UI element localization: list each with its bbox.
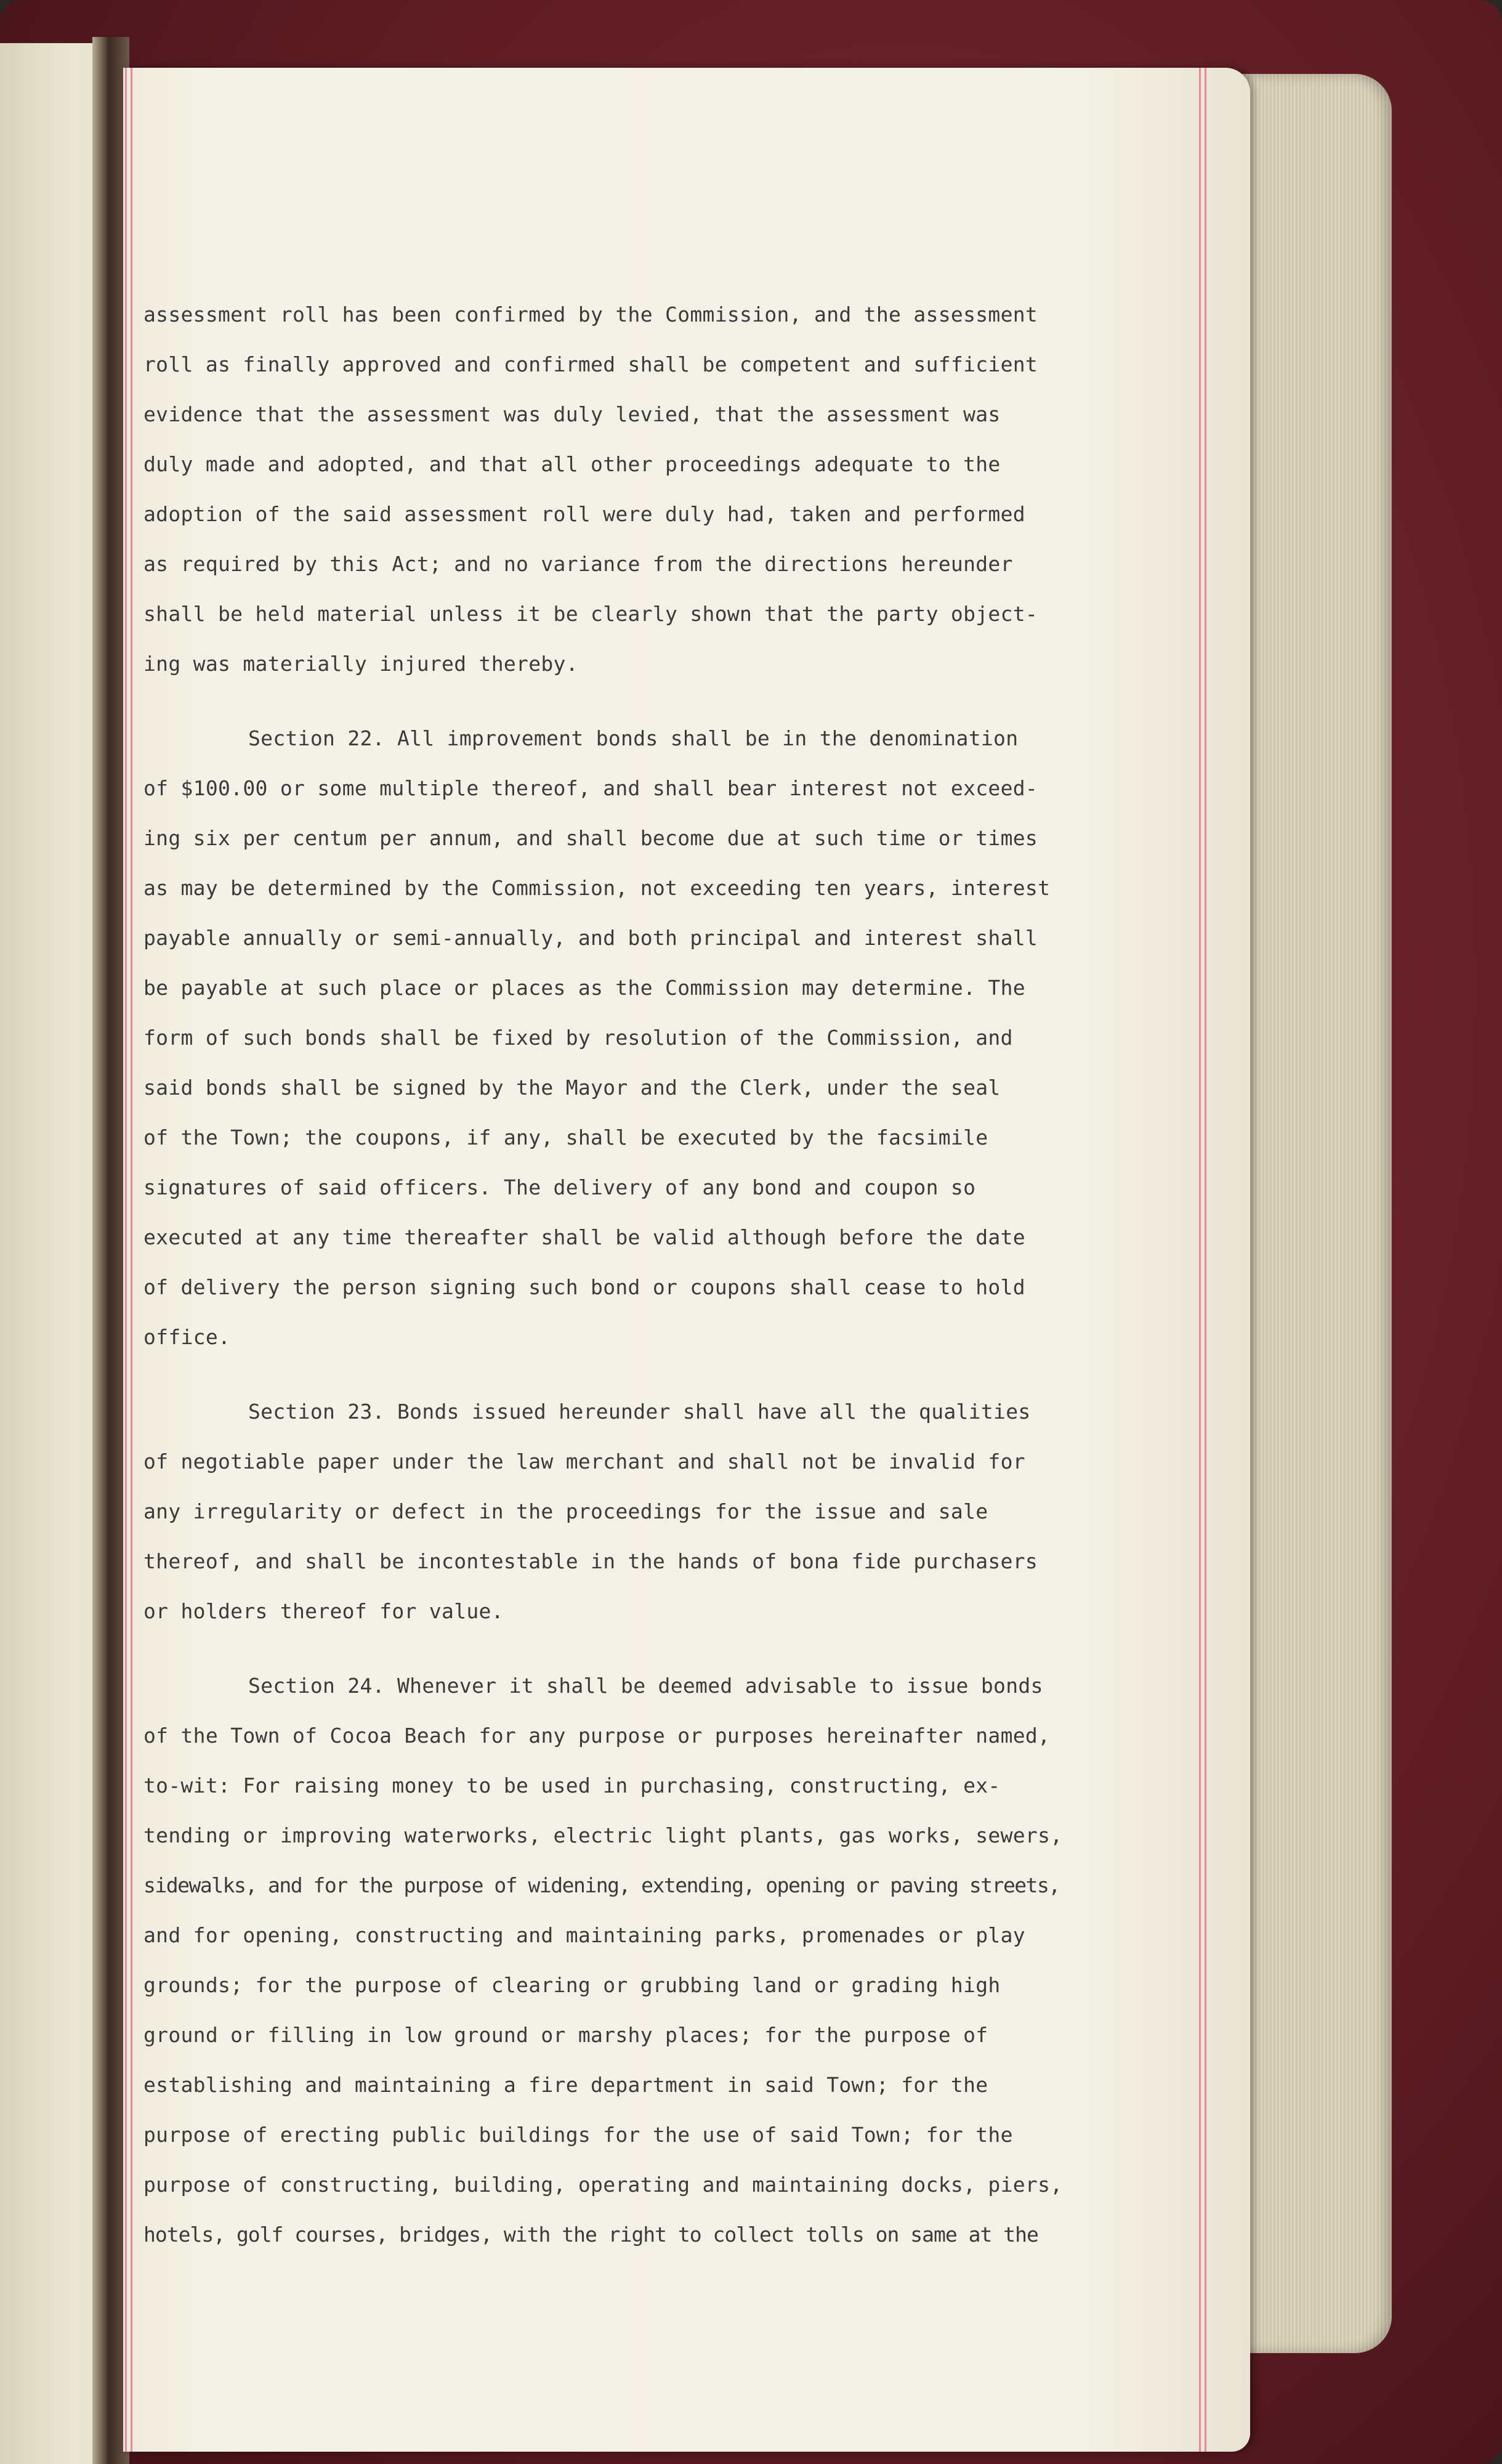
text-line: purpose of erecting public buildings for the use of said Town; for the bbox=[143, 2123, 1013, 2147]
section-23-heading-line: Section 23. Bonds issued hereunder shall have all the qualities bbox=[248, 1400, 1031, 1424]
text-line: as required by this Act; and no variance from the directions hereunder bbox=[143, 552, 1013, 576]
text-line: as may be determined by the Commission, not exceeding ten years, interest bbox=[143, 876, 1051, 900]
text-line: payable annually or semi-annually, and both principal and interest shall bbox=[143, 926, 1038, 950]
text-line: hotels, golf courses, bridges, with the right to collect tolls on same at the bbox=[143, 2223, 1038, 2247]
text-line: be payable at such place or places as the Commission may determine. The bbox=[143, 976, 1025, 1000]
typed-text-body bbox=[143, 290, 1227, 2259]
text-line: tending or improving waterworks, electric light plants, gas works, sewers, bbox=[143, 1823, 1063, 1847]
text-line: grounds; for the purpose of clearing or grubbing land or grading high bbox=[143, 1973, 1001, 1997]
left-margin-rule-inner bbox=[131, 68, 132, 2452]
text-line: shall be held material unless it be clearly shown that the party object- bbox=[143, 602, 1038, 626]
text-line: and for opening, constructing and maintaining parks, promenades or play bbox=[143, 1923, 1025, 1947]
text-line: ground or filling in low ground or marshy places; for the purpose of bbox=[143, 2023, 988, 2047]
text-line: executed at any time thereafter shall be valid although before the date bbox=[143, 1225, 1025, 1249]
text-line: duly made and adopted, and that all other proceedings adequate to the bbox=[143, 452, 1001, 476]
text-line: form of such bonds shall be fixed by resolution of the Commission, and bbox=[143, 1026, 1013, 1050]
text-line: of negotiable paper under the law merchant and shall not be invalid for bbox=[143, 1449, 1025, 1473]
text-line: any irregularity or defect in the proceedings for the issue and sale bbox=[143, 1499, 988, 1523]
text-line: of the Town of Cocoa Beach for any purpose or purposes hereinafter named, bbox=[143, 1724, 1051, 1748]
text-line: ing was materially injured thereby. bbox=[143, 652, 578, 676]
text-line: ing six per centum per annum, and shall become due at such time or times bbox=[143, 826, 1038, 850]
section-24-heading-line: Section 24. Whenever it shall be deemed advisable to issue bonds bbox=[248, 1674, 1043, 1698]
text-line: assessment roll has been confirmed by the Commission, and the assessment bbox=[143, 302, 1038, 326]
text-line: thereof, and shall be incontestable in the hands of bona fide purchasers bbox=[143, 1549, 1038, 1573]
text-line: to-wit: For raising money to be used in purchasing, constructing, ex- bbox=[143, 1773, 1001, 1797]
text-line: of $100.00 or some multiple thereof, and shall bear interest not exceed- bbox=[143, 776, 1038, 800]
text-line: office. bbox=[143, 1325, 231, 1349]
text-line: signatures of said officers. The delivery of any bond and coupon so bbox=[143, 1175, 976, 1199]
text-line: of delivery the person signing such bond or coupons shall cease to hold bbox=[143, 1275, 1025, 1299]
text-line: of the Town; the coupons, if any, shall be executed by the facsimile bbox=[143, 1125, 988, 1149]
section-22-heading-line: Section 22. All improvement bonds shall be in the denomination bbox=[248, 726, 1019, 750]
left-margin-rule bbox=[125, 68, 127, 2452]
text-line: adoption of the said assessment roll were duly had, taken and performed bbox=[143, 502, 1025, 526]
text-line: establishing and maintaining a fire department in said Town; for the bbox=[143, 2073, 988, 2097]
text-line: evidence that the assessment was duly levied, that the assessment was bbox=[143, 402, 1001, 426]
text-line: purpose of constructing, building, operating and maintaining docks, piers, bbox=[143, 2173, 1063, 2197]
text-line: sidewalks, and for the purpose of widening, extending, opening or paving streets, bbox=[143, 1873, 1060, 1897]
text-line: said bonds shall be signed by the Mayor and the Clerk, under the seal bbox=[143, 1076, 1001, 1100]
text-line: roll as finally approved and confirmed shall be competent and sufficient bbox=[143, 352, 1038, 376]
text-line: or holders thereof for value. bbox=[143, 1599, 504, 1623]
